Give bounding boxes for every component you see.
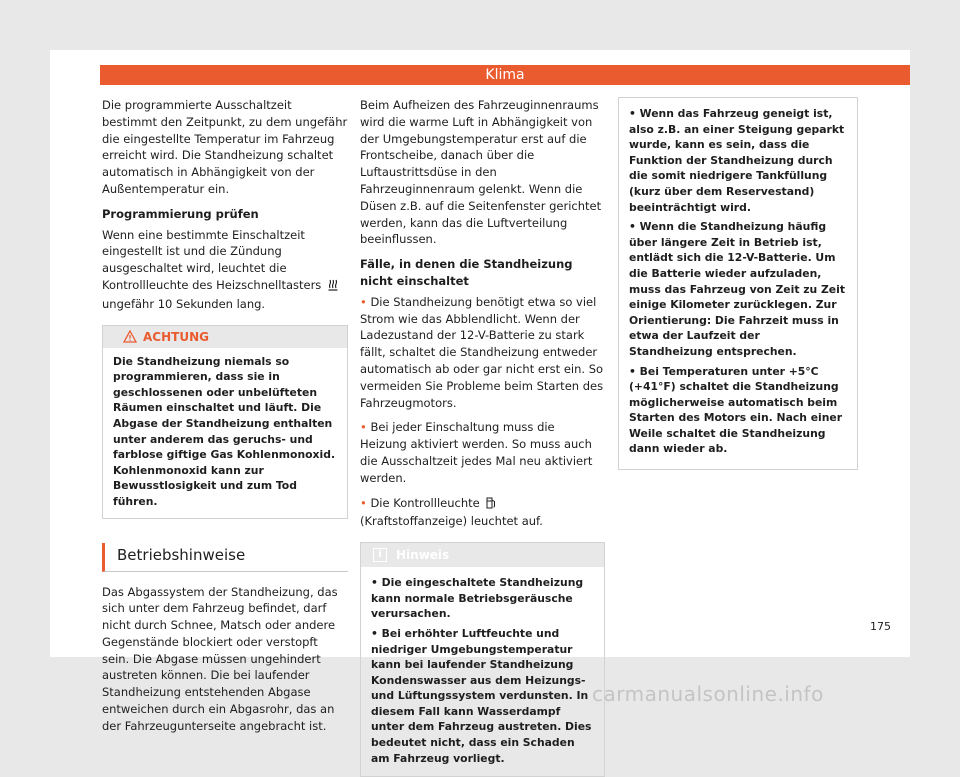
paragraph: Wenn eine bestimmte Einschaltzeit eingestellt ist und die Zündung ausgeschaltet wird, leuchtet die Kontrollleuchte des Heizschnelltasters ungefähr 10 Sekunden lang.	[102, 227, 348, 313]
continued-note-box	[618, 97, 858, 470]
bullet-dot: •	[360, 495, 367, 510]
warning-triangle-icon	[123, 330, 137, 343]
paragraph: Das Abgassystem der Standheizung, das sich unter dem Fahrzeug befindet, darf nicht durch Schnee, Matsch oder andere Gegenstände blockiert oder verstopft sein. Die Abgase müssen ungehindert austreten können. Die bei laufender Standheizung entstehenden Abgase entweichen durch ein Abgasrohr, das an der Fahrzeugunterseite angebracht ist.	[102, 584, 338, 733]
paragraph: Beim Aufheizen des Fahrzeuginnenraums wird die warme Luft in Abhängigkeit von der Umgebungstemperatur erst auf die Frontscheibe, danach über die Luftaustrittsdüse in den Fahrzeuginnenraum gelenkt. Wenn die Düsen z.B. auf die Seitenfenster gerichtet werden, kann das die Luftverteilung beeinflussen.	[360, 98, 602, 247]
list-item: • Die eingeschaltete Standheizung kann normale Betriebsgeräusche verursachen.	[371, 576, 584, 621]
list-item: • Bei erhöhter Luftfeuchte und niedriger Umgebungstemperatur kann bei laufender Standheizung Kondenswasser aus dem Heizungs- und Lüftungssystem verdunsten. In diesem Fall kann Wasserdampf unter dem Fahrzeug austreten. Dies bedeutet nicht, dass ein Schaden am Fahrzeug vorliegt.	[371, 626, 592, 765]
column-3	[618, 97, 858, 470]
warning-header	[103, 326, 347, 348]
list-item: • Wenn das Fahrzeug geneigt ist, also z.B. an einer Steigung geparkt wurde, kann es sein, dass die Funktion der Standheizung durch die somit niedrigere Tankfüllung (kurz über dem Reservestand) beeinträchtigt wird.	[629, 107, 845, 214]
warning-text: Die Standheizung niemals so programmieren, dass sie in geschlossenen oder unbelüfteten Räumen einschaltet und läuft. Die Abgase der Standheizung enthalten unter anderem das geruchs- und farblose giftige Gas Kohlenmonoxid. Kohlenmonoxid kann zur Bewusstlosigkeit und zum Tod führen.	[113, 354, 336, 508]
note-header	[361, 543, 604, 567]
list-item: • Die Standheizung benötigt etwa so viel Strom wie das Abblendlicht. Wenn der Ladezustand der 12-V-Batterie zu stark fällt, schaltet die Standheizung entweder automatisch ab oder gar nicht erst ein. So vermeiden Sie Probleme beim Starten des Fahrzeugmotors.	[360, 294, 604, 410]
info-icon: i	[373, 548, 387, 562]
list-item: • Die Kontrollleuchte (Kraftstoffanzeige) leuchtet auf.	[360, 495, 543, 529]
column-1	[102, 97, 348, 743]
page-number: 175	[870, 620, 891, 633]
subheading: Programmierung prüfen	[102, 206, 259, 221]
list-item: • Bei Temperaturen unter +5°C (+41°F) schaltet die Standheizung möglicherweise automatisch beim Starten des Motors ein. Nach einer Weile schaltet die Standheizung dann wieder ab.	[629, 364, 843, 456]
chapter-header: Klima	[100, 65, 910, 85]
warning-box	[102, 325, 348, 519]
list-item: • Wenn die Standheizung häufig über längere Zeit in Betrieb ist, entlädt sich die 12-V-Batterie. Um die Batterie wieder aufzuladen, muss das Fahrzeug von Zeit zu Zeit einige Kilometer zurücklegen. Zur Orientierung: Die Fahrzeit muss in etwa der Laufzeit der Standheizung entsprechen.	[629, 220, 845, 358]
note-box	[360, 542, 605, 777]
paragraph: Die programmierte Ausschaltzeit bestimmt den Zeitpunkt, zu dem ungefähr die eingestellte Temperatur im Fahrzeug erreicht wird. Die Standheizung schaltet automatisch in Abhängigkeit von der Außentemperatur ein.	[102, 98, 348, 196]
fuel-pump-icon	[486, 497, 496, 514]
section-title: Betriebshinweise	[102, 543, 348, 572]
note-title: Hinweis	[396, 548, 450, 563]
warning-title: ACHTUNG	[143, 329, 209, 344]
watermark: carmanualsonline.info	[592, 682, 824, 706]
column-2	[360, 97, 605, 777]
subheading: Fälle, in denen die Standheizung nicht einschaltet	[360, 257, 573, 288]
bullet-dot: •	[360, 420, 367, 435]
list-item: • Bei jeder Einschaltung muss die Heizung aktiviert werden. So muss auch die Ausschaltzeit jedes Mal neu aktiviert werden.	[360, 420, 593, 485]
heater-icon	[328, 279, 338, 296]
note-text	[361, 567, 604, 776]
bullet-dot: •	[360, 294, 367, 309]
